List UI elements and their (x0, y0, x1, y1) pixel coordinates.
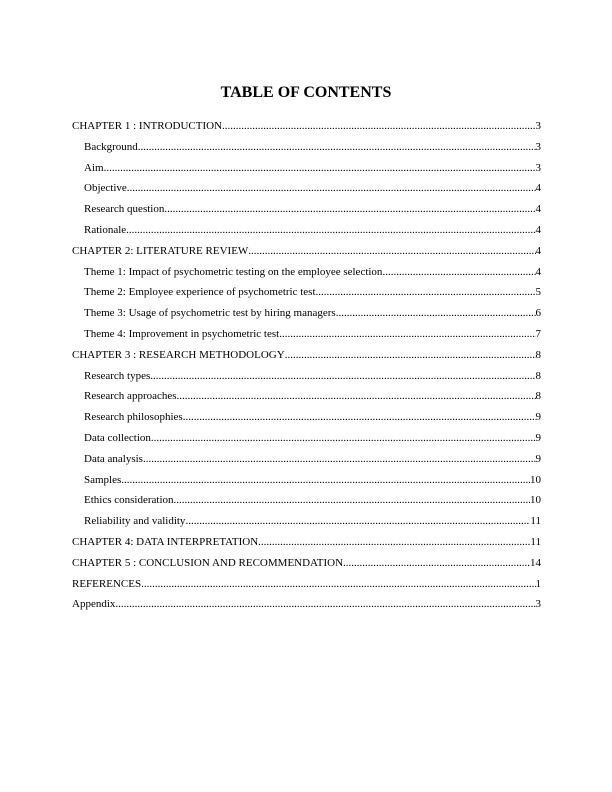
toc-page-number: 14 (530, 556, 541, 569)
toc-entry-title: Rationale (84, 223, 127, 236)
dot-leader (121, 470, 530, 491)
toc-entry-title: Aim (84, 161, 104, 174)
dot-leader (382, 262, 535, 283)
toc-section-link[interactable] (72, 470, 541, 491)
toc-entry-title: Objective (84, 182, 127, 195)
toc-section-link[interactable] (72, 428, 541, 449)
toc-entry-title: CHAPTER 3 : RESEARCH METHODOLOGY (72, 348, 285, 361)
dot-leader (336, 303, 536, 324)
toc-section-link[interactable] (72, 158, 541, 179)
toc-page-number: 11 (530, 535, 541, 548)
toc-page-number: 9 (535, 411, 541, 424)
toc-entry-title: Theme 1: Impact of psychometric testing on the employee selection (84, 265, 383, 278)
dot-leader (126, 220, 535, 241)
toc-chapter-link[interactable] (72, 345, 541, 366)
toc-page-number: 5 (535, 286, 541, 299)
dot-leader (316, 282, 536, 303)
toc-page-number: 8 (535, 390, 541, 403)
toc-entry-title: Appendix (72, 598, 116, 611)
toc-entry-title: REFERENCES (72, 577, 142, 590)
dot-leader (151, 428, 536, 449)
toc-page-number: 3 (535, 598, 541, 611)
toc-section-link[interactable] (72, 366, 541, 387)
toc-entry-title: Research approaches (84, 390, 177, 403)
toc-page-number: 9 (535, 452, 541, 465)
toc-chapter-link[interactable] (72, 594, 541, 615)
toc-section-link[interactable] (72, 324, 541, 345)
dot-leader (115, 594, 535, 615)
toc-chapter-link[interactable] (72, 116, 541, 137)
dot-leader (285, 345, 536, 366)
table-of-contents (72, 116, 541, 615)
toc-entry-title: CHAPTER 1 : INTRODUCTION (72, 120, 223, 132)
toc-section-link[interactable] (72, 178, 541, 199)
toc-entry-title: CHAPTER 4: DATA INTERPRETATION (72, 535, 259, 548)
toc-entry-title: Reliability and validity (84, 515, 186, 528)
toc-entry-title: CHAPTER 5 : CONCLUSION AND RECOMMENDATION (72, 556, 344, 569)
dot-leader (174, 490, 530, 511)
toc-chapter-link[interactable] (72, 532, 541, 553)
dot-leader (164, 199, 535, 220)
dot-leader (138, 137, 536, 158)
toc-entry-title: Background (84, 140, 138, 153)
toc-section-link[interactable] (72, 137, 541, 158)
toc-page-number: 4 (535, 223, 541, 236)
toc-section-link[interactable] (72, 449, 541, 470)
dot-leader (343, 553, 530, 574)
dot-leader (222, 116, 535, 137)
toc-page-number: 10 (530, 494, 541, 507)
dot-leader (143, 449, 536, 470)
toc-page-number: 10 (530, 473, 541, 486)
toc-section-link[interactable] (72, 220, 541, 241)
dot-leader (150, 366, 535, 387)
toc-section-link[interactable] (72, 386, 541, 407)
toc-entry-title: Data collection (84, 431, 151, 444)
toc-section-link[interactable] (72, 490, 541, 511)
dot-leader (141, 574, 535, 595)
dot-leader (258, 532, 530, 553)
dot-leader (183, 407, 536, 428)
toc-section-link[interactable] (72, 511, 541, 532)
toc-entry-title: Theme 2: Employee experience of psychometric test (84, 286, 316, 299)
toc-entry-title: Ethics consideration (84, 494, 174, 507)
toc-entry-title: Research philosophies (84, 411, 183, 424)
dot-leader (127, 178, 536, 199)
toc-entry-title: Research types (84, 369, 151, 382)
toc-page-number: 8 (535, 348, 541, 361)
toc-entry-title: Research question (84, 203, 165, 216)
page-title: TABLE OF CONTENTS (220, 84, 392, 101)
toc-section-link[interactable] (72, 262, 541, 283)
toc-chapter-link[interactable] (72, 574, 541, 595)
toc-page-number: 1 (535, 577, 541, 590)
toc-page-number: 3 (535, 161, 541, 174)
toc-page-number: 7 (535, 327, 541, 340)
toc-page-number: 6 (535, 307, 541, 320)
toc-page-number: 11 (530, 515, 541, 528)
toc-entry-title: Theme 3: Usage of psychometric test by hiring managers (84, 307, 336, 320)
toc-entry-title: Data analysis (84, 452, 143, 465)
toc-page-number: 9 (535, 431, 541, 444)
toc-entry-title: CHAPTER 2: LITERATURE REVIEW (72, 244, 249, 257)
toc-chapter-link[interactable] (72, 241, 541, 262)
toc-section-link[interactable] (72, 199, 541, 220)
toc-section-link[interactable] (72, 282, 541, 303)
dot-leader (279, 324, 535, 345)
dot-leader (177, 386, 536, 407)
toc-chapter-link[interactable] (72, 553, 541, 574)
toc-page-number: 4 (535, 182, 541, 195)
toc-page-number: 4 (535, 244, 541, 257)
toc-page-number: 8 (535, 369, 541, 382)
toc-section-link[interactable] (72, 303, 541, 324)
dot-leader (248, 241, 535, 262)
toc-entry-title: Theme 4: Improvement in psychometric test (84, 327, 280, 340)
toc-page-number: 3 (535, 140, 541, 153)
dot-leader (185, 511, 530, 532)
toc-entry-title: Samples (84, 473, 122, 486)
toc-page-number: 4 (535, 265, 541, 278)
dot-leader (104, 158, 536, 179)
toc-page-number: 3 (535, 120, 541, 132)
toc-section-link[interactable] (72, 407, 541, 428)
toc-page-number: 4 (535, 203, 541, 216)
